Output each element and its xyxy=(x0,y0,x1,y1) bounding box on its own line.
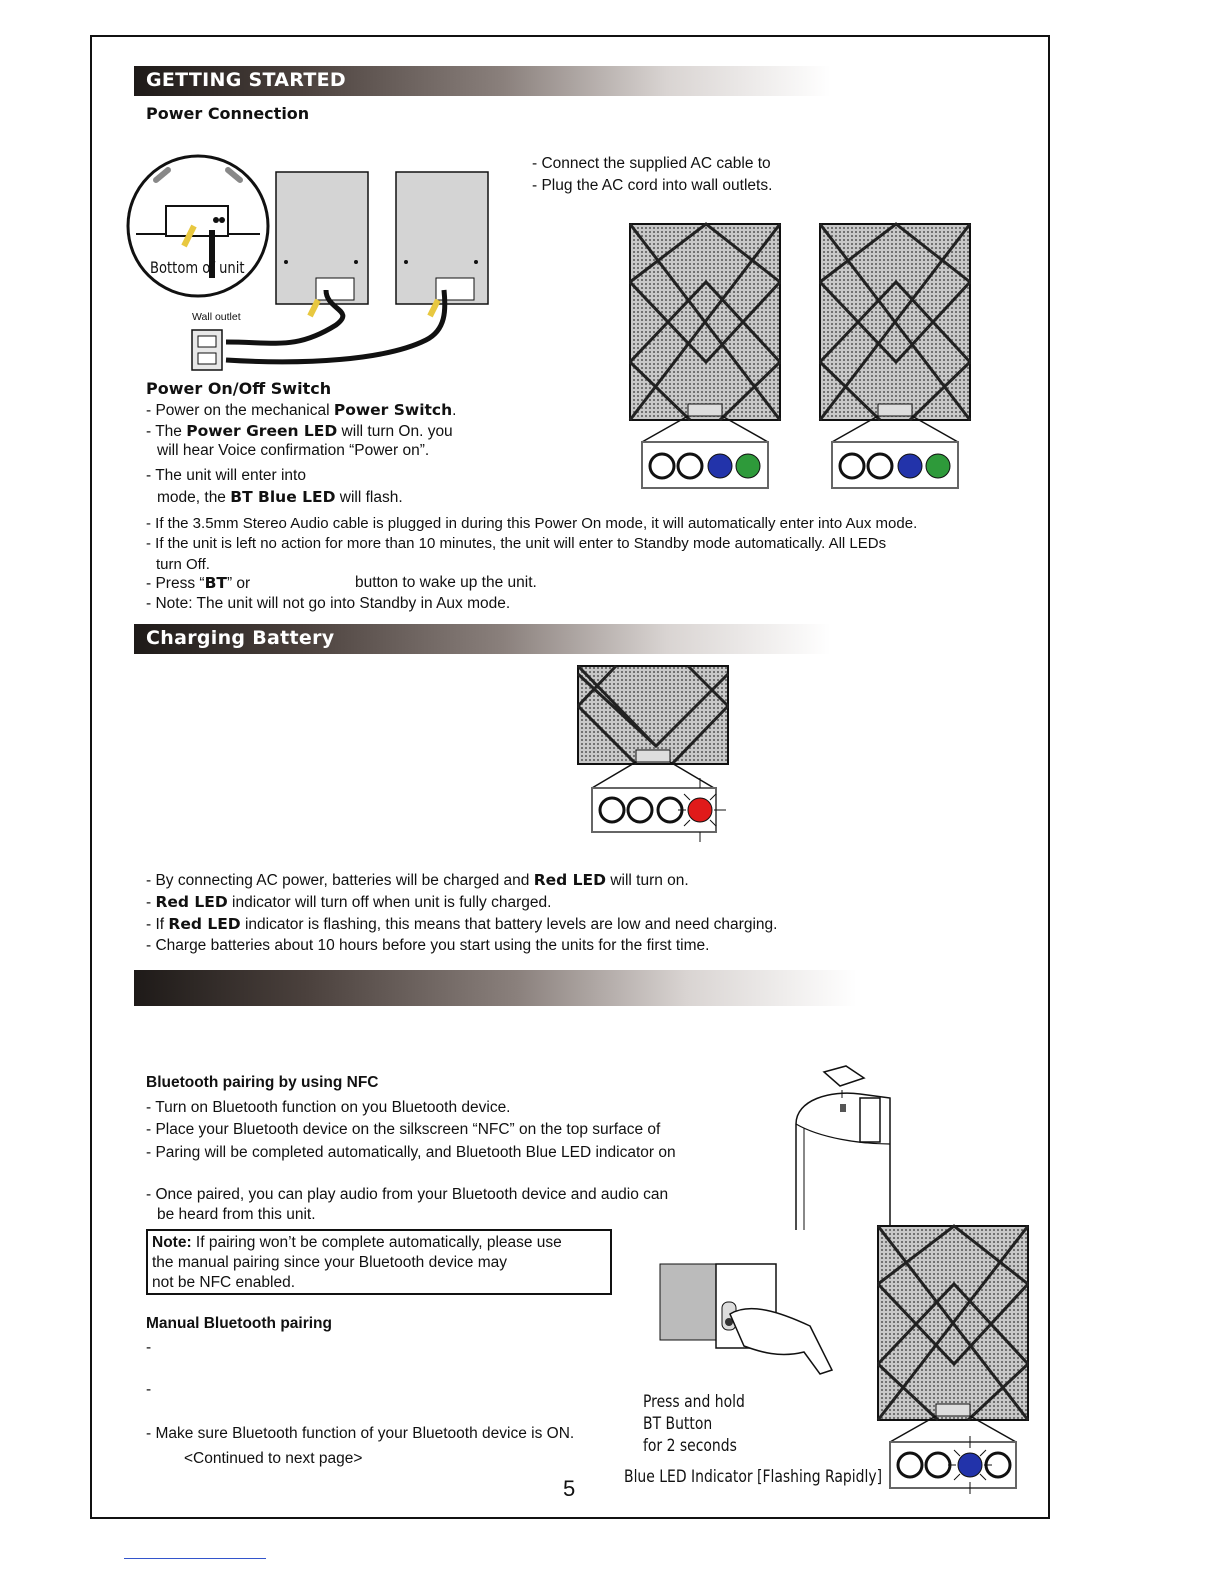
note-line1: If pairing won’t be complete automatically, please use xyxy=(191,1234,562,1251)
wall-outlet-label: Wall outlet xyxy=(192,311,241,323)
power-switch-line4: - The unit will enter into xyxy=(146,467,306,484)
nfc-step1: - Turn on Bluetooth function on you Bluetooth device. xyxy=(146,1099,511,1116)
continued-note: <Continued to next page> xyxy=(184,1450,363,1467)
charging-line3: - If Red LED indicator is flashing, this means that battery levels are low and need charging. xyxy=(146,915,778,933)
note-line3: not be NFC enabled. xyxy=(152,1274,296,1291)
press-hold-line1: Press and hold xyxy=(643,1392,745,1412)
nfc-step3: - Paring will be completed automatically, and Bluetooth Blue LED indicator on xyxy=(146,1144,676,1161)
power-connection-heading: Power Connection xyxy=(146,104,310,123)
nfc-unit-illustration xyxy=(790,1064,900,1230)
section-title: Charging Battery xyxy=(146,627,335,649)
manual-pairing-heading: Manual Bluetooth pairing xyxy=(146,1315,332,1332)
speaker-blue-led-diagram xyxy=(876,1224,1032,1494)
charging-line4: - Charge batteries about 10 hours before you start using the units for the first time. xyxy=(146,937,710,954)
press-bt-line: - Press “BT” or xyxy=(146,574,251,592)
manual-step3: - Make sure Bluetooth function of your Bluetooth device is ON. xyxy=(146,1425,575,1442)
charging-line1: - By connecting AC power, batteries will be charged and Red LED will turn on. xyxy=(146,871,689,889)
section-banner-getting-started xyxy=(134,66,954,96)
power-switch-line3: will hear Voice confirmation “Power on”. xyxy=(157,442,430,459)
section-title: GETTING STARTED xyxy=(146,69,346,91)
note-label: Note: xyxy=(152,1234,192,1251)
manual-step1-dash: - xyxy=(146,1339,152,1356)
aux-note: - If the 3.5mm Stereo Audio cable is plugged in during this Power On mode, it will automatically enter into Aux mode. xyxy=(146,515,918,532)
charging-led-diagram xyxy=(576,666,736,846)
nfc-paired1: - Once paired, you can play audio from your Bluetooth device and audio can xyxy=(146,1186,669,1203)
nfc-paired2: be heard from this unit. xyxy=(157,1206,316,1223)
press-bt-line-end: button to wake up the unit. xyxy=(355,574,537,591)
power-switch-line5: mode, the BT Blue LED will flash. xyxy=(157,488,403,506)
press-hold-line2: BT Button xyxy=(643,1414,713,1434)
note-line2: the manual pairing since your Bluetooth device may xyxy=(152,1254,507,1271)
connect-step: - Connect the supplied AC cable to xyxy=(532,155,771,172)
plug-step: - Plug the AC cord into wall outlets. xyxy=(532,177,773,194)
manual-step2-dash: - xyxy=(146,1381,152,1398)
standby-note-cont: turn Off. xyxy=(156,556,210,573)
charging-line2: - Red LED indicator will turn off when unit is fully charged. xyxy=(146,893,552,911)
aux-standby-note: - Note: The unit will not go into Standby in Aux mode. xyxy=(146,595,511,612)
press-bt-button-illustration xyxy=(660,1262,840,1392)
bottom-of-unit-label: Bottom of unit xyxy=(150,258,245,277)
power-switch-line2: - The Power Green LED will turn On. you xyxy=(146,422,453,440)
speaker-front-led-diagram xyxy=(628,222,974,492)
blue-led-caption: Blue LED Indicator [Flashing Rapidly] xyxy=(624,1467,883,1487)
standby-note: - If the unit is left no action for more than 10 minutes, the unit will enter to Standby mode automatically. All LEDs xyxy=(146,535,887,552)
section-banner-bluetooth xyxy=(134,970,984,1006)
nfc-heading: Bluetooth pairing by using NFC xyxy=(146,1074,379,1091)
nfc-note-box xyxy=(146,1229,612,1295)
press-hold-line3: for 2 seconds xyxy=(643,1436,737,1456)
footer-rule xyxy=(124,1558,266,1559)
power-switch-line1: - Power on the mechanical Power Switch. xyxy=(146,401,457,419)
power-switch-heading: Power On/Off Switch xyxy=(146,379,332,398)
nfc-step2: - Place your Bluetooth device on the silkscreen “NFC” on the top surface of xyxy=(146,1121,661,1138)
section-banner-charging xyxy=(134,624,954,654)
page-number: 5 xyxy=(563,1476,576,1501)
